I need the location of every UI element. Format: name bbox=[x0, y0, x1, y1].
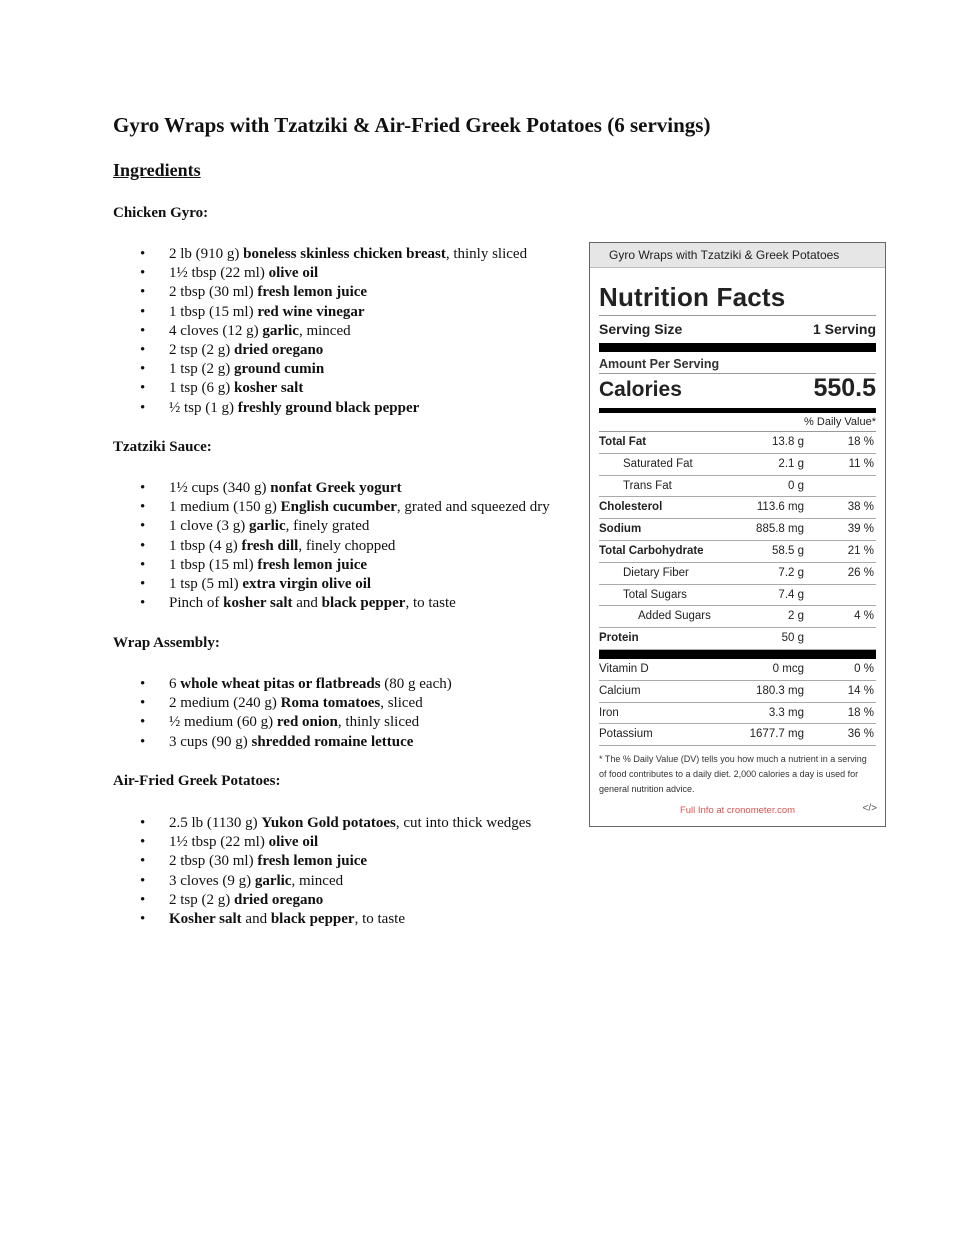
ingredient-name: black pepper bbox=[321, 595, 406, 612]
ingredient-item bbox=[113, 399, 527, 418]
ingredient-note: , finely chopped bbox=[298, 537, 396, 554]
nutrient-amount: 7.2 g bbox=[778, 566, 804, 579]
bullet: • bbox=[140, 246, 146, 262]
ingredient-note: , cut into thick wedges bbox=[395, 815, 532, 831]
nutrient-rows bbox=[599, 432, 876, 650]
ingredient-quantity: 3 cups (90 g) bbox=[169, 733, 252, 750]
serving-size-row bbox=[599, 315, 876, 343]
ingredient-quantity: 1 tbsp (15 ml) bbox=[169, 303, 258, 320]
nutrient-amount: 3.3 mg bbox=[768, 706, 804, 719]
nutrient-name: Trans Fat bbox=[623, 479, 672, 492]
nutrient-row bbox=[599, 432, 876, 454]
ingredient-quantity: 1½ tbsp (22 ml) bbox=[169, 834, 269, 851]
bullet: • bbox=[140, 676, 146, 692]
ingredient-name: boneless skinless chicken breast bbox=[243, 246, 446, 262]
bullet: • bbox=[140, 399, 146, 416]
nutrient-amount: 180.3 mg bbox=[756, 684, 804, 697]
nutrient-name: Protein bbox=[599, 632, 639, 645]
nutrient-daily-value: 36 % bbox=[847, 728, 874, 741]
ingredient-name: fresh lemon juice bbox=[257, 556, 368, 573]
nutrient-name: Cholesterol bbox=[599, 501, 663, 514]
ingredient-list bbox=[113, 675, 452, 752]
ingredient-note: , thinly sliced bbox=[445, 246, 528, 262]
bullet: • bbox=[140, 910, 146, 927]
nutrient-daily-value: 21 % bbox=[847, 544, 874, 557]
daily-value-heading: % Daily Value* bbox=[599, 413, 876, 432]
nutrient-amount: 885.8 mg bbox=[756, 523, 804, 536]
ingredient-name: nonfat Greek yogurt bbox=[270, 480, 402, 496]
bullet: • bbox=[140, 284, 146, 301]
nutrient-name: Potassium bbox=[599, 728, 653, 741]
thick-divider bbox=[599, 650, 876, 659]
ingredient-note: , minced bbox=[291, 872, 344, 889]
nutrient-amount: 1677.7 mg bbox=[749, 728, 804, 741]
nutrient-name: Iron bbox=[599, 706, 619, 719]
ingredient-quantity: Pinch of bbox=[169, 595, 224, 612]
ingredient-item bbox=[113, 360, 527, 379]
nutrient-name: Vitamin D bbox=[599, 662, 649, 675]
ingredient-name: Yukon Gold potatoes bbox=[261, 815, 396, 831]
ingredient-quantity: 2 tbsp (30 ml) bbox=[169, 853, 258, 870]
ingredient-quantity: 2 tsp (2 g) bbox=[169, 891, 234, 908]
amount-per-serving: Amount Per Serving bbox=[599, 357, 720, 371]
bullet: • bbox=[140, 380, 146, 397]
bullet: • bbox=[140, 714, 146, 731]
ingredient-note: , to taste bbox=[405, 595, 456, 612]
ingredient-name: red onion bbox=[276, 714, 338, 731]
section-title: Air-Fried Greek Potatoes: bbox=[113, 773, 281, 789]
calories-value: 550.5 bbox=[813, 374, 876, 402]
ingredient-note: , to taste bbox=[354, 910, 405, 927]
vitamin-row bbox=[599, 659, 876, 681]
vitamin-rows bbox=[599, 659, 876, 746]
nutrition-facts-label bbox=[589, 242, 886, 827]
section-title: Chicken Gyro: bbox=[113, 205, 209, 221]
nutrient-amount: 7.4 g bbox=[778, 588, 804, 601]
nutrient-daily-value: 18 % bbox=[847, 706, 874, 719]
nutrient-amount: 13.8 g bbox=[772, 436, 804, 448]
vitamin-row bbox=[599, 703, 876, 725]
ingredient-name: fresh lemon juice bbox=[257, 284, 368, 301]
ingredient-note: , sliced bbox=[380, 695, 423, 712]
nutrient-amount: 50 g bbox=[781, 632, 804, 645]
embed-code-icon[interactable]: </> bbox=[862, 803, 877, 814]
nutrient-name: Total Carbohydrate bbox=[599, 544, 704, 557]
ingredient-item bbox=[113, 833, 531, 852]
bullet: • bbox=[140, 872, 146, 889]
ingredient-item bbox=[113, 517, 550, 536]
ingredient-quantity: 3 cloves (9 g) bbox=[169, 872, 255, 889]
nutrient-daily-value: 38 % bbox=[847, 501, 874, 514]
ingredient-item bbox=[113, 910, 531, 929]
ingredient-note: , thinly sliced bbox=[337, 714, 420, 731]
ingredient-quantity: 1 clove (3 g) bbox=[169, 518, 249, 535]
ingredient-quantity: 1 tbsp (4 g) bbox=[169, 537, 242, 554]
ingredient-name: garlic bbox=[254, 872, 292, 889]
nutrient-daily-value: 4 % bbox=[854, 610, 874, 623]
nutrient-name: Total Sugars bbox=[623, 588, 687, 601]
ingredient-quantity: 1½ cups (340 g) bbox=[169, 480, 271, 496]
bullet: • bbox=[140, 891, 146, 908]
ingredient-name: shredded romaine lettuce bbox=[251, 733, 414, 750]
ingredient-name: whole wheat pitas or flatbreads bbox=[180, 676, 381, 692]
ingredient-name: Roma tomatoes bbox=[280, 695, 381, 712]
ingredient-name: Kosher salt bbox=[169, 910, 242, 927]
ingredient-list bbox=[113, 814, 531, 929]
ingredient-name: dried oregano bbox=[234, 341, 324, 358]
ingredient-quantity: 1½ tbsp (22 ml) bbox=[169, 265, 269, 282]
thick-divider bbox=[599, 343, 876, 352]
ingredient-item bbox=[113, 283, 527, 302]
ingredient-quantity: 1 tsp (6 g) bbox=[169, 380, 234, 397]
ingredient-note: , grated and squeezed dry bbox=[396, 499, 550, 516]
bullet: • bbox=[140, 834, 146, 851]
nutrient-row bbox=[599, 476, 876, 498]
nutrient-daily-value: 39 % bbox=[847, 523, 874, 536]
vitamin-row bbox=[599, 681, 876, 703]
serving-size-label: Serving Size bbox=[599, 321, 683, 337]
ingredient-quantity: 4 cloves (12 g) bbox=[169, 322, 263, 339]
bullet: • bbox=[140, 575, 146, 592]
nutrient-name: Added Sugars bbox=[638, 610, 711, 623]
nutrient-name: Calcium bbox=[599, 684, 641, 697]
ingredient-item bbox=[113, 852, 531, 871]
cronometer-link[interactable]: Full Info at cronometer.com bbox=[679, 805, 796, 816]
ingredient-item bbox=[113, 891, 531, 910]
ingredient-item bbox=[113, 556, 550, 575]
ingredient-note: , finely grated bbox=[285, 518, 370, 535]
ingredient-name: olive oil bbox=[268, 265, 319, 282]
ingredient-name: fresh lemon juice bbox=[257, 853, 368, 870]
ingredient-name: freshly ground black pepper bbox=[237, 399, 420, 416]
ingredient-name: black pepper bbox=[270, 910, 355, 927]
nutrient-name: Saturated Fat bbox=[623, 457, 693, 470]
bullet: • bbox=[140, 518, 146, 535]
nutrient-daily-value: 14 % bbox=[847, 684, 874, 697]
section-title: Tzatziki Sauce: bbox=[113, 439, 212, 455]
document-title: Gyro Wraps with Tzatziki & Air-Fried Greek Potatoes (6 servings) bbox=[113, 113, 711, 137]
ingredient-list bbox=[113, 245, 527, 418]
ingredient-quantity: 2 tbsp (30 ml) bbox=[169, 284, 258, 301]
bullet: • bbox=[140, 341, 146, 358]
ingredient-item bbox=[113, 575, 550, 594]
bullet: • bbox=[140, 265, 146, 282]
ingredients-heading: Ingredients bbox=[113, 160, 201, 180]
ingredient-quantity: 1 tsp (2 g) bbox=[169, 361, 234, 378]
nutrient-amount: 0 g bbox=[788, 479, 804, 492]
ingredient-quantity: 1 medium (150 g) bbox=[169, 499, 281, 516]
ingredient-note: (80 g each) bbox=[380, 676, 452, 692]
nutrient-amount: 0 mcg bbox=[772, 662, 804, 675]
ingredient-quantity: 2.5 lb (1130 g) bbox=[169, 815, 262, 831]
nutrient-name: Sodium bbox=[599, 523, 642, 536]
ingredient-item bbox=[113, 303, 527, 322]
nutrient-row bbox=[599, 519, 876, 541]
bullet: • bbox=[140, 537, 146, 554]
ingredient-quantity: 2 lb (910 g) bbox=[169, 246, 244, 262]
nutrition-recipe-name: Gyro Wraps with Tzatziki & Greek Potatoes bbox=[590, 243, 885, 268]
ingredient-quantity: 2 medium (240 g) bbox=[169, 695, 281, 712]
ingredient-name: dried oregano bbox=[234, 891, 324, 908]
bullet: • bbox=[140, 853, 146, 870]
nutrient-name: Total Fat bbox=[599, 436, 647, 448]
nutrient-name: Dietary Fiber bbox=[623, 566, 689, 579]
ingredient-name: fresh dill bbox=[241, 537, 299, 554]
ingredient-name: kosher salt bbox=[234, 380, 304, 397]
bullet: • bbox=[140, 815, 146, 831]
ingredient-item bbox=[113, 498, 550, 517]
nutrient-daily-value: 26 % bbox=[847, 566, 874, 579]
nutrient-row bbox=[599, 585, 876, 607]
ingredient-item bbox=[113, 872, 531, 891]
ingredient-item bbox=[113, 814, 531, 833]
serving-size-value: 1 Serving bbox=[812, 321, 876, 337]
nutrient-daily-value: 18 % bbox=[847, 436, 874, 448]
bullet: • bbox=[140, 480, 146, 496]
nutrient-row bbox=[599, 541, 876, 563]
calories-label: Calories bbox=[599, 378, 682, 401]
ingredient-quantity: ½ tsp (1 g) bbox=[169, 399, 238, 416]
ingredient-name: garlic bbox=[262, 322, 299, 339]
ingredient-name: extra virgin olive oil bbox=[242, 575, 372, 592]
bullet: • bbox=[140, 499, 146, 516]
bullet: • bbox=[140, 556, 146, 573]
bullet: • bbox=[140, 303, 146, 320]
ingredient-item bbox=[113, 675, 452, 694]
ingredient-name: kosher salt bbox=[223, 595, 293, 612]
ingredient-item bbox=[113, 694, 452, 713]
ingredient-item bbox=[113, 713, 452, 732]
bullet: • bbox=[140, 361, 146, 378]
vitamin-row bbox=[599, 724, 876, 746]
calories-row bbox=[599, 373, 876, 408]
ingredient-note: and bbox=[241, 910, 271, 927]
ingredient-note: , minced bbox=[298, 322, 351, 339]
ingredient-item bbox=[113, 245, 527, 264]
ingredient-item bbox=[113, 733, 452, 752]
nutrient-row bbox=[599, 628, 876, 650]
section-title: Wrap Assembly: bbox=[113, 635, 220, 651]
ingredient-name: garlic bbox=[248, 518, 286, 535]
nutrient-amount: 113.6 mg bbox=[756, 501, 804, 514]
ingredient-quantity: 1 tbsp (15 ml) bbox=[169, 556, 258, 573]
daily-value-footnote: * The % Daily Value (DV) tells you how much a nutrient in a serving of food contributes to a daily diet. 2,000 calories a day is used for general nutrition advice. bbox=[599, 754, 867, 795]
ingredient-quantity: ½ medium (60 g) bbox=[169, 714, 277, 731]
nutrition-body bbox=[599, 268, 876, 797]
bullet: • bbox=[140, 595, 146, 612]
nutrient-amount: 2.1 g bbox=[778, 457, 804, 470]
ingredient-quantity: 2 tsp (2 g) bbox=[169, 341, 234, 358]
bullet: • bbox=[140, 322, 146, 339]
ingredient-item bbox=[113, 264, 527, 283]
nutrient-amount: 58.5 g bbox=[772, 544, 804, 557]
nutrient-daily-value: 0 % bbox=[854, 662, 874, 675]
nutrient-amount: 2 g bbox=[788, 610, 804, 623]
ingredient-item bbox=[113, 379, 527, 398]
ingredient-item bbox=[113, 322, 527, 341]
nutrient-row bbox=[599, 497, 876, 519]
nutrition-title: Nutrition Facts bbox=[599, 282, 786, 312]
bullet: • bbox=[140, 695, 146, 712]
ingredient-item bbox=[113, 594, 550, 613]
nutrient-row bbox=[599, 454, 876, 476]
ingredient-name: English cucumber bbox=[280, 499, 397, 516]
ingredient-quantity: 1 tsp (5 ml) bbox=[169, 575, 243, 592]
ingredient-name: ground cumin bbox=[234, 361, 325, 378]
ingredient-item bbox=[113, 341, 527, 360]
ingredient-quantity: 6 bbox=[169, 676, 181, 692]
nutrient-daily-value: 11 % bbox=[848, 457, 874, 470]
ingredient-name: red wine vinegar bbox=[257, 303, 365, 320]
bullet: • bbox=[140, 733, 146, 750]
ingredient-item bbox=[113, 479, 550, 498]
ingredient-item bbox=[113, 537, 550, 556]
ingredient-note: and bbox=[292, 595, 322, 612]
ingredient-list bbox=[113, 479, 550, 613]
ingredient-name: olive oil bbox=[268, 834, 319, 851]
nutrient-row bbox=[599, 563, 876, 585]
nutrient-row bbox=[599, 606, 876, 628]
